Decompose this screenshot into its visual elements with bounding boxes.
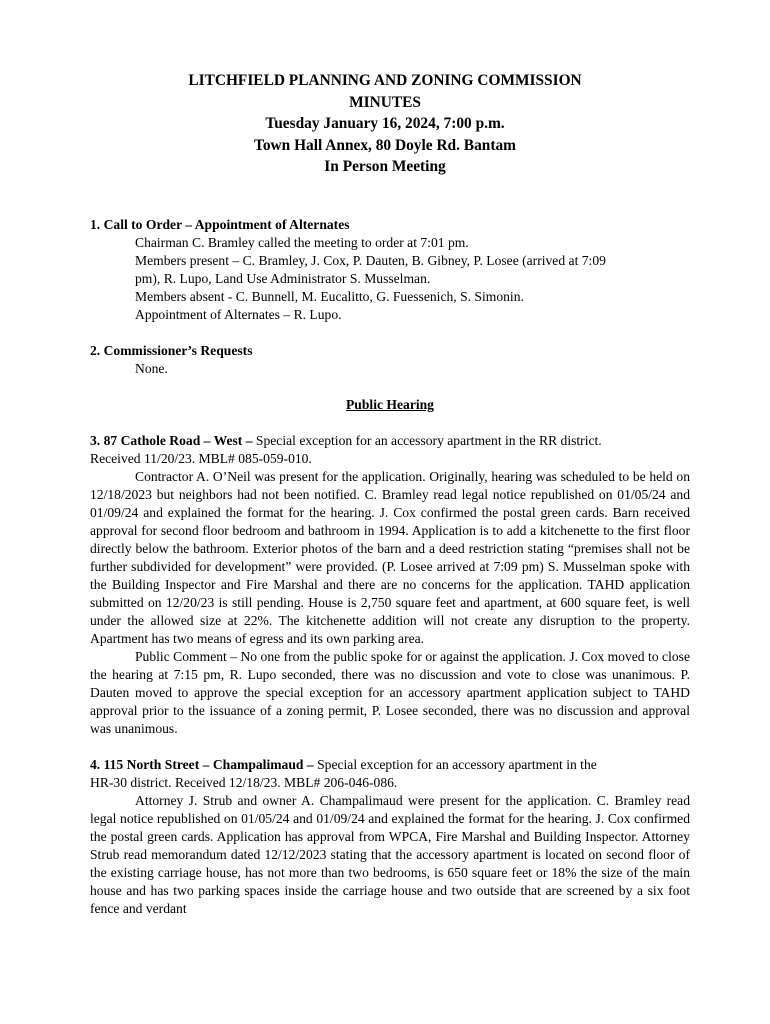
document-body [90,216,690,918]
section-paragraph: Public Comment – No one from the public spoke for or against the application. J. Cox moved to close the hearing at 7:15 pm, R. Lupo seconded, there was no discussion and vote to close was unanimous. P. Dauten moved to approve the special exception for an accessory apartment application subject to TAHD approval prior to the issuance of a zoning permit, P. Losee seconded, there was no discussion and approval was unanimous. [90,649,690,736]
section-line: Appointment of Alternates – R. Lupo. [135,307,342,322]
meeting-location: Town Hall Annex, 80 Doyle Rd. Bantam [254,136,516,154]
section-title-line [90,756,690,774]
public-hearing-heading: Public Hearing [346,397,434,412]
section-received: Received 11/20/23. MBL# 085-059-010. [90,451,312,466]
section-title: 2. Commissioner’s Requests [90,343,253,358]
section-title: 3. 87 Cathole Road – West – [90,433,253,448]
section-title-line [90,432,690,450]
section-subtitle: Special exception for an accessory apartment in the RR district. [252,433,602,448]
section-paragraph: Attorney J. Strub and owner A. Champalimaud were present for the application. C. Bramley read legal notice republished on 01/05/24 and 01/09/24 and explained the format for the hearing. J. Cox confirmed the postal green cards. Application has approval from WPCA, Fire Marshal and Building Inspector. Attorney Strub read memorandum dated 12/12/2023 stating that the accessory apartment is located on second floor of the existing carriage house, has not more than two bedrooms, is 650 square feet or 18% the size of the main house and has two parking spaces inside the carriage house and two outside that are screened by a six foot fence and verdant [90,793,690,916]
section-commissioner-requests [90,342,690,378]
section-cathole-road [90,432,690,738]
section-title: 4. 115 North Street – Champalimaud – [90,757,314,772]
section-subtitle: Special exception for an accessory apartment in the [313,757,597,772]
section-line: pm), R. Lupo, Land Use Administrator S. Musselman. [135,271,431,286]
section-line: Members absent - C. Bunnell, M. Eucalitto, G. Fuessenich, S. Simonin. [135,289,524,304]
section-received: HR-30 district. Received 12/18/23. MBL# 206-046-086. [90,775,398,790]
meeting-type: In Person Meeting [324,158,446,175]
section-line: Chairman C. Bramley called the meeting to order at 7:01 pm. [135,235,469,250]
section-call-to-order [90,216,690,324]
section-line: Members present – C. Bramley, J. Cox, P. Dauten, B. Gibney, P. Losee (arrived at 7:09 [135,253,606,268]
section-paragraph: Contractor A. O’Neil was present for the application. Originally, hearing was scheduled to be held on 12/18/2023 but neighbors had not been notified. C. Bramley read legal notice republished on 01/05/24 and 01/09/24 and explained the format for the hearing. J. Cox confirmed the postal green cards. Barn received approval for second floor bedroom and bathroom in 1994. Application is to add a kitchenette to the first floor directly below the bathroom. Exterior photos of the barn and a deed restriction stating “premises shall not be further subdivided for development” were provided. (P. Losee arrived at 7:09 pm) S. Musselman spoke with the Building Inspector and Fire Marshal and there are no concerns for the application. TAHD application submitted on 12/20/23 is still pending. House is 2,750 square feet and apartment, at 600 square feet, is well under the allowed size at 22%. The kitchenette addition will not create any disruption to the property. Apartment has two means of egress and its own parking area. [90,469,690,646]
commission-title: LITCHFIELD PLANNING AND ZONING COMMISSION [188,72,582,89]
section-line: None. [135,361,168,376]
section-title: 1. Call to Order – Appointment of Alternates [90,217,350,232]
document-header [0,70,770,178]
minutes-title: MINUTES [349,93,421,111]
section-north-street [90,756,690,918]
meeting-date: Tuesday January 16, 2024, 7:00 p.m. [265,115,505,132]
